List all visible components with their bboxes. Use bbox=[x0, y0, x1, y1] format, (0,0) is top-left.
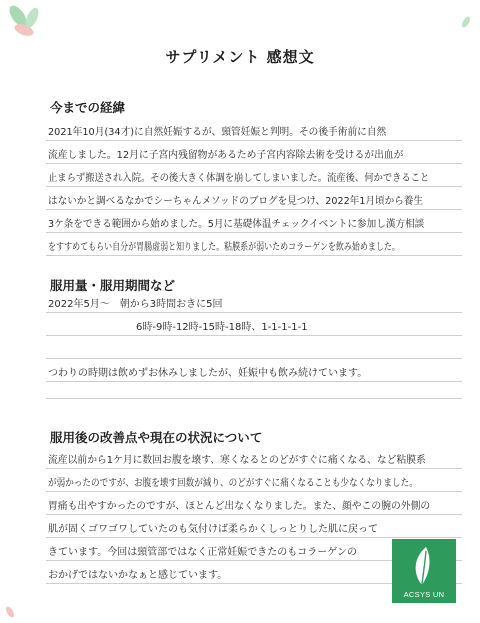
handwritten-text: 6時-9時-12時-15時-18時、1-1-1-1-1 bbox=[136, 322, 308, 333]
text-line bbox=[46, 492, 462, 515]
text-line bbox=[46, 233, 462, 256]
leaf-decoration-icon bbox=[2, 605, 18, 619]
section-heading-dosage: 服用量・服用期間など bbox=[50, 278, 176, 293]
handwritten-text: きています。今回は頸管部ではなく正常妊娠できたのもコラーゲンの bbox=[48, 547, 357, 558]
handwritten-text: 胃痛も出やすかったのですが、ほとんど出なくなりました。また、顔やこの腕の外側の bbox=[48, 501, 431, 512]
text-line bbox=[46, 210, 462, 233]
section-heading-improvements: 服用後の改善点や現在の状況について bbox=[50, 430, 263, 445]
text-line bbox=[46, 446, 462, 469]
text-line bbox=[46, 313, 462, 336]
handwritten-text: はないかと調べるなかでシーちゃんメソッドのブログを見つけ、2022年1月頃から養生 bbox=[48, 196, 423, 207]
handwritten-text: 肌が固くゴワゴワしていたのも気付けば柔らかくしっとりした肌に戻って bbox=[48, 524, 378, 535]
dosage-text-block bbox=[46, 290, 462, 382]
handwritten-text: が弱かったのですが、お腹を壊す回数が減り、のどがすぐに痛くなることも少なくなりました。 bbox=[48, 478, 418, 489]
leaf-decoration-icon bbox=[4, 2, 52, 42]
text-line bbox=[46, 118, 462, 141]
handwritten-text: をすすめてもらい自分が胃腸虚弱と知りました。粘膜系が弱いためコラーゲンを飲み始めました。 bbox=[48, 242, 400, 253]
handwritten-text: 2021年10月(34才)に自然妊娠するが、頸管妊娠と判明。その後手術前に自然 bbox=[48, 127, 387, 138]
leaf-decoration-icon bbox=[458, 14, 478, 30]
section-divider bbox=[46, 398, 462, 399]
history-text-block bbox=[46, 118, 462, 256]
text-line bbox=[46, 469, 462, 492]
handwritten-text: 3ケ条をできる範囲から始めました。5月に基礎体温チェックイベントに参加し漢方相談 bbox=[48, 219, 425, 230]
handwritten-text: 流産以前から1ケ月に数回お腹を壊す、寒くなるとのどがすぐに痛くなる、など粘膜系 bbox=[48, 455, 426, 466]
text-line bbox=[46, 141, 462, 164]
text-line bbox=[46, 164, 462, 187]
acsys-logo bbox=[392, 539, 456, 603]
handwritten-text: おかげではないかなぁと感じています。 bbox=[48, 570, 228, 581]
handwritten-text: 止まらず搬送され入院。その後大きく体調を崩してしまいました。流産後、何かできること bbox=[48, 173, 430, 184]
handwritten-text: 流産しました。12月に子宮内残留物があるため子宮内容除去術を受けるが出血が bbox=[48, 150, 404, 161]
text-line bbox=[46, 515, 462, 538]
handwritten-text: つわりの時期は飲めずお休みしましたが、妊娠中も飲み続けています。 bbox=[48, 368, 368, 379]
text-line bbox=[46, 336, 462, 359]
text-line bbox=[46, 187, 462, 210]
page-title: サプリメント 感想文 bbox=[165, 48, 315, 66]
handwritten-text: 2022年5月～ 朝から3時間おきに5回 bbox=[48, 299, 223, 310]
section-heading-history: 今までの経緯 bbox=[50, 100, 126, 115]
logo-text: ACSYS UN bbox=[403, 590, 445, 599]
text-line bbox=[46, 359, 462, 382]
text-line bbox=[46, 290, 462, 313]
